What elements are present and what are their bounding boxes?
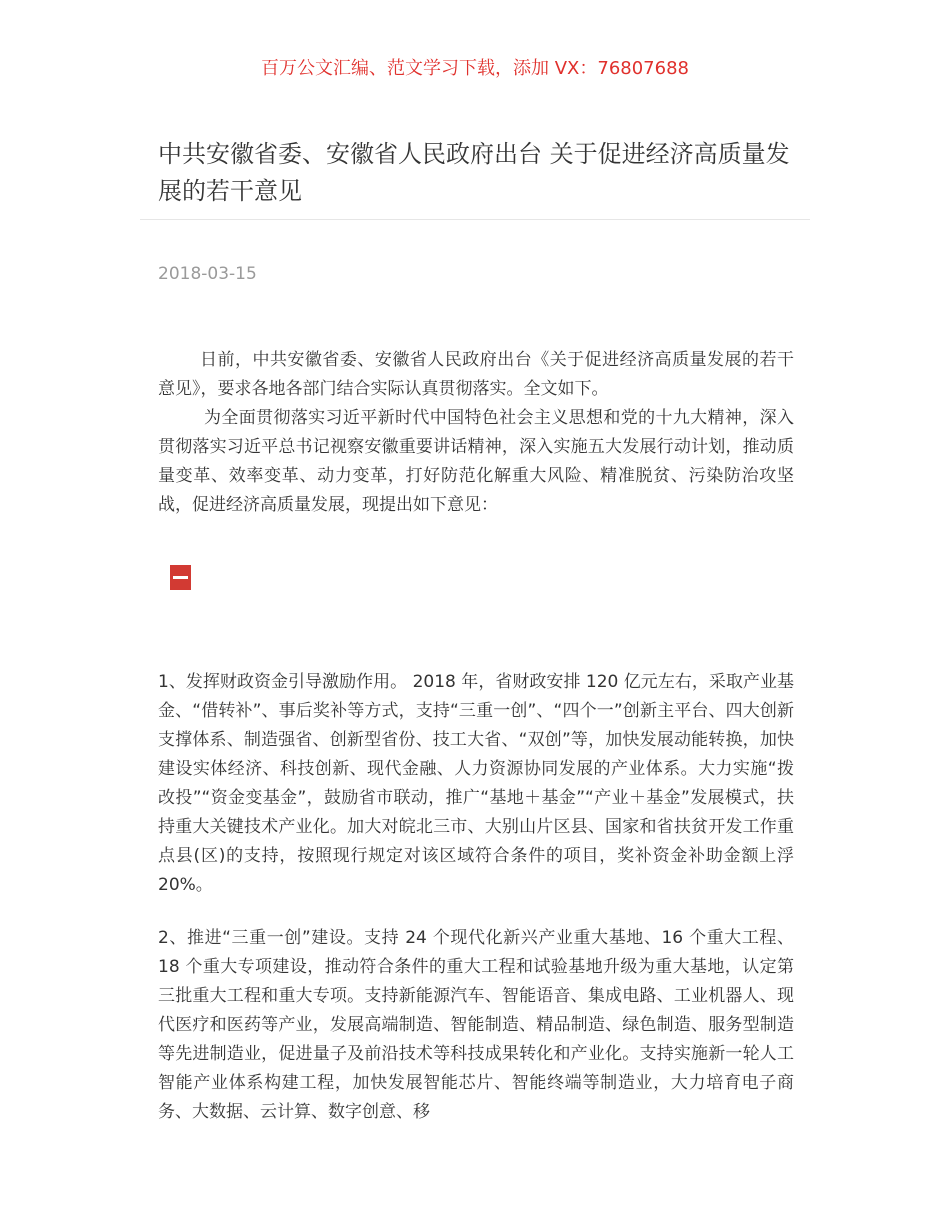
- title-divider: [140, 219, 810, 220]
- promo-banner: 百万公文汇编、范文学习下载，添加 VX：76807688: [261, 58, 689, 79]
- section-paragraph-2: 2、推进“三重一创”建设。支持 24 个现代化新兴产业重大基地、16 个重大工程、18 个重大专项建设，推动符合条件的重大工程和试验基地升级为重大基地，认定第三批重大工程和重大专项。支持新能源汽车、智能语音、集成电路、工业机器人、现代医疗和医药等产业，发展高端制造、智能制造、精品制造、绿色制造、服务型制造等先进制造业，促进量子及前沿技术等科技成果转化和产业化。支持实施新一轮人工智能产业体系构建工程，加快发展智能芯片、智能终端等制造业，大力培育电子商务、大数据、云计算、数字创意、移: [158, 928, 794, 1122]
- section-paragraph-1: 1、发挥财政资金引导激励作用。 2018 年，省财政安排 120 亿元左右，采取产业基金、“借转补”、事后奖补等方式，支持“三重一创”、“四个一”创新主平台、四大创新支撑体系、制造强省、创新型省份、技工大省、“双创”等，加快发展动能转换，加快建设实体经济、科技创新、现代金融、人力资源协同发展的产业体系。大力实施“拨改投”“资金变基金”，鼓励省市联动，推广“基地＋基金”“产业＋基金”发展模式，扶持重大关键技术产业化。加大对皖北三市、大别山片区县、国家和省扶贫开发工作重点县(区)的支持，按照现行规定对该区域符合条件的项目，奖补资金补助金额上浮 20%。: [158, 672, 794, 895]
- publish-date: 2018-03-15: [158, 264, 257, 284]
- intro-paragraph: 为全面贯彻落实习近平新时代中国特色社会主义思想和党的十九大精神，深入贯彻落实习近平总书记视察安徽重要讲话精神，深入实施五大发展行动计划，推动质量变革、效率变革、动力变革，打好防范化解重大风险、精准脱贫、污染防治攻坚战，促进经济高质量发展，现提出如下意见：: [158, 408, 794, 515]
- section-one-icon: [170, 565, 191, 590]
- page-title: 中共安徽省委、安徽省人民政府出台 关于促进经济高质量发展的若干意见: [158, 140, 790, 205]
- intro-paragraph: 日前，中共安徽省委、安徽省人民政府出台《关于促进经济高质量发展的若干意见》，要求各地各部门结合实际认真贯彻落实。全文如下。: [158, 350, 794, 399]
